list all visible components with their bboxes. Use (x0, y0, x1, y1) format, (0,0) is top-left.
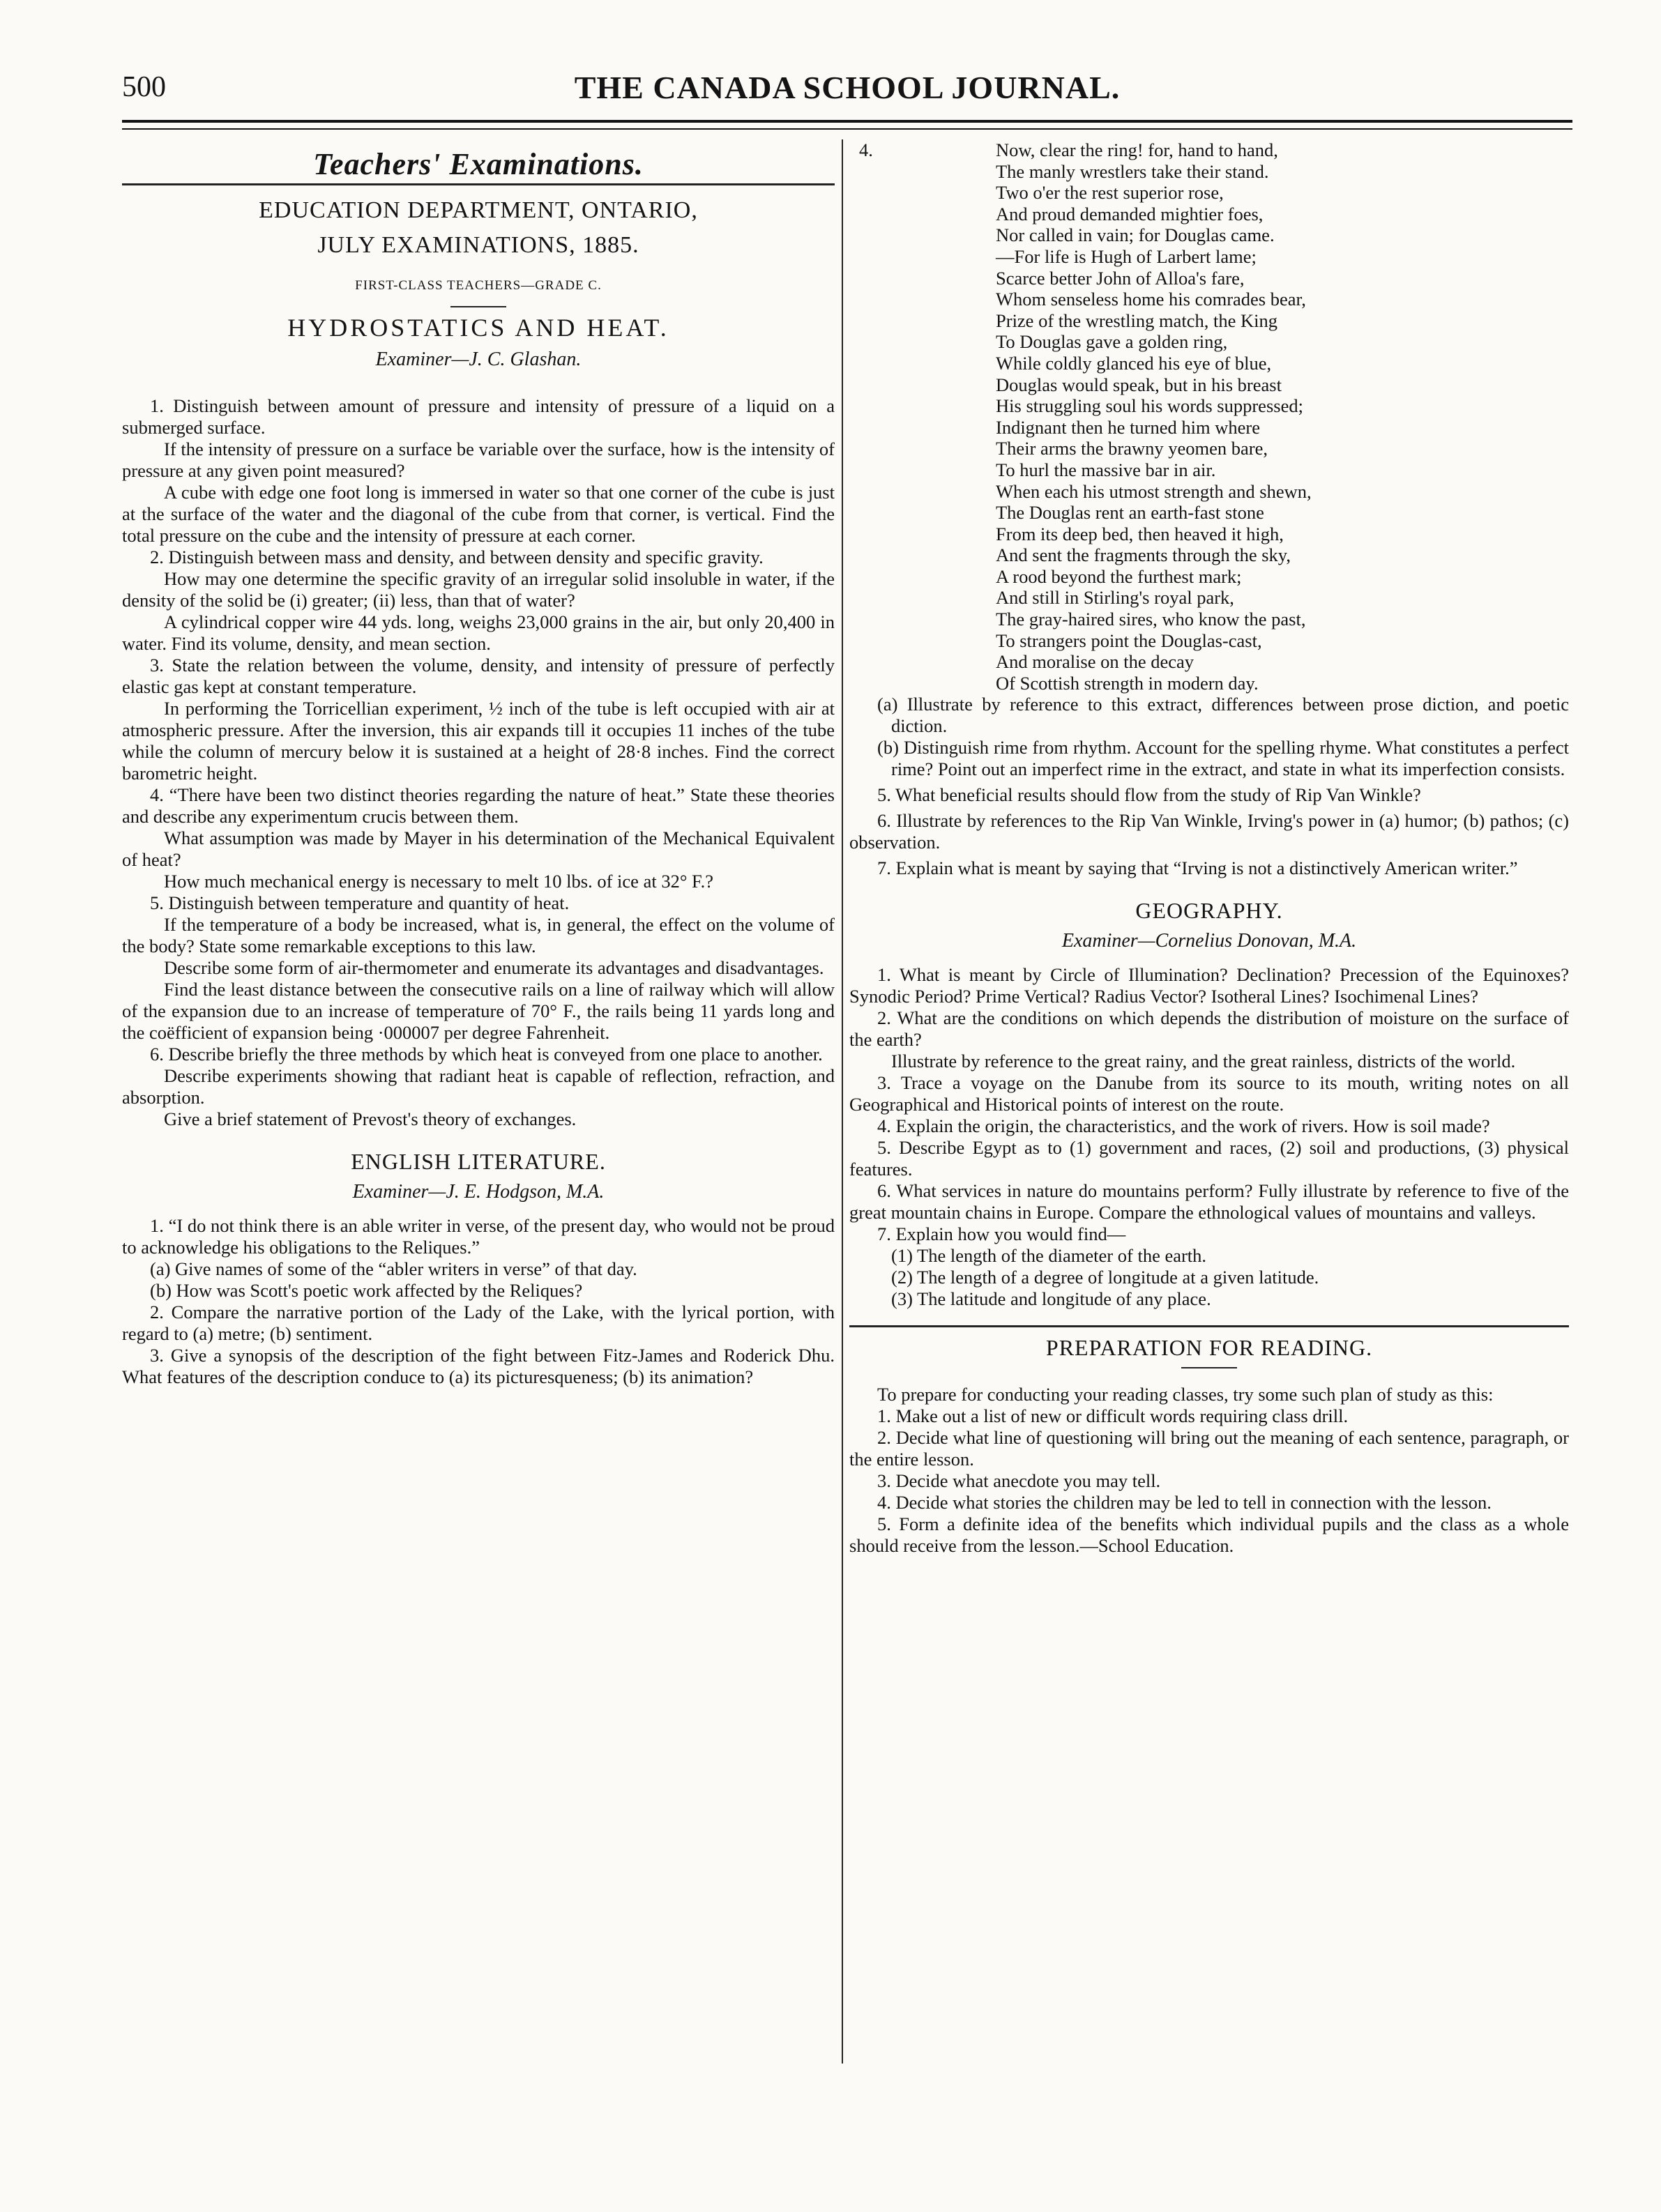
poem-line: Whom senseless home his comrades bear, (996, 289, 1306, 310)
question-paragraph: What assumption was made by Mayer in his determination of the Mechanical Equivalent of heat? (122, 827, 835, 870)
article-paragraph: 1. Make out a list of new or difficult words requiring class drill. (877, 1405, 1349, 1427)
paper-title: HYDROSTATICS AND HEAT. (287, 314, 669, 342)
section-rule (849, 1325, 1569, 1327)
question-paragraph: How much mechanical energy is necessary to melt 10 lbs. of ice at 32° F.? (164, 871, 714, 892)
question-paragraph: A cube with edge one foot long is immersed in water so that one corner of the cube is just at the surface of the water and the diagonal of the cube from that corner, is vertical. Find the total pressure on the cube and the intensity of pressure at each corner. (122, 482, 835, 546)
poem-line: His struggling soul his words suppressed; (996, 395, 1303, 417)
journal-title: THE CANADA SCHOOL JOURNAL. (574, 70, 1121, 105)
left-column (122, 139, 835, 1388)
question-paragraph: Describe experiments showing that radiant heat is capable of reflection, refraction, and absorption. (122, 1065, 835, 1108)
right-column (849, 139, 1569, 1557)
question-paragraph: Describe some form of air-thermometer and enumerate its advantages and disadvantages. (164, 957, 824, 978)
question-paragraph: 4. “There have been two distinct theories regarding the nature of heat.” State these theories and describe any experimentum crucis between them. (122, 784, 835, 827)
question-paragraph: 6. Describe briefly the three methods by which heat is conveyed from one place to another. (150, 1044, 823, 1065)
question-paragraph: 2. What are the conditions on which depends the distribution of moisture on the surface of the earth? (849, 1007, 1569, 1051)
question-paragraph: 7. Explain what is meant by saying that “Irving is not a distinctively American writer.” (877, 857, 1518, 879)
poem-line: While coldly glanced his eye of blue, (996, 352, 1272, 374)
question-paragraph: (a) Give names of some of the “abler writers in verse” of that day. (150, 1258, 637, 1279)
question-paragraph: (2) The length of a degree of longitude at a given latitude. (891, 1267, 1319, 1288)
poem-line: Of Scottish strength in modern day. (996, 672, 1259, 694)
poem-line: Two o'er the rest superior rose, (996, 182, 1224, 204)
poem-line: A rood beyond the furthest mark; (996, 565, 1242, 587)
department-line: EDUCATION DEPARTMENT, ONTARIO, (259, 197, 698, 223)
header-double-rule (122, 120, 1572, 130)
page-header (122, 66, 1572, 115)
question-paragraph: 2. Compare the narrative portion of the Lady of the Lake, with the lyrical portion, with regard to (a) metre; (b) sentiment. (122, 1302, 835, 1344)
question-paragraph: (a) Illustrate by reference to this extract, differences between prose diction, and poetic diction. (877, 694, 1569, 737)
poem-line: The Douglas rent an earth-fast stone (996, 502, 1264, 524)
poem-line: Scarce better John of Alloa's fare, (996, 267, 1245, 289)
question-paragraph: If the intensity of pressure on a surface be variable over the surface, how is the intensity of pressure at any given point measured? (122, 438, 835, 481)
section-heading: Teachers' Examinations. (313, 147, 644, 181)
question-paragraph: A cylindrical copper wire 44 yds. long, weighs 23,000 grains in the air, but only 20,400 in water. Find its volume, density, and mean section. (122, 611, 835, 654)
heading-rule (122, 183, 835, 185)
article-paragraph: To prepare for conducting your reading classes, try some such plan of study as this: (877, 1384, 1494, 1405)
poem-line: Prize of the wrestling match, the King (996, 310, 1278, 331)
question-paragraph: Illustrate by reference to the great rainy, and the great rainless, districts of the world. (891, 1051, 1516, 1072)
question-paragraph: In performing the Torricellian experiment, ½ inch of the tube is left occupied with air at atmospheric pressure. After the inversion, this air expands till it occupies 11 inches of the tube while the column of mercury below it is sustained at a height of 28·8 inches. Find the correct barometric height. (122, 698, 835, 784)
question-paragraph: 3. State the relation between the volume, density, and intensity of pressure of perfectly elastic gas kept at constant temperature. (122, 655, 835, 697)
short-rule (450, 306, 506, 307)
question-paragraph: 1. Distinguish between amount of pressure and intensity of pressure of a liquid on a submerged surface. (122, 395, 835, 438)
question-paragraph: 5. What beneficial results should flow from the study of Rip Van Winkle? (877, 784, 1421, 806)
poem-line: Nor called in vain; for Douglas came. (996, 224, 1275, 246)
poem-line: The manly wrestlers take their stand. (996, 160, 1269, 182)
poem-question-number: 4. (859, 139, 873, 160)
poem-line: And proud demanded mightier foes, (996, 203, 1264, 224)
grade-line: FIRST-CLASS TEACHERS—GRADE C. (355, 278, 602, 293)
poem-block (849, 139, 1569, 694)
article-paragraph: 5. Form a definite idea of the benefits which individual pupils and the class as a whole should receive from the lesson.—School Education. (849, 1513, 1569, 1557)
poem-line: —For life is Hugh of Larbert lame; (996, 245, 1257, 267)
article-paragraph: 2. Decide what line of questioning will bring out the meaning of each sentence, paragraph, or the entire lesson. (849, 1427, 1569, 1470)
question-paragraph: (b) How was Scott's poetic work affected by the Reliques? (150, 1280, 583, 1301)
poem-lines (849, 139, 1569, 694)
short-rule (1181, 1367, 1237, 1368)
question-paragraph: 3. Trace a voyage on the Danube from its source to its mouth, writing notes on all Geographical and Historical points of interest on the route. (849, 1072, 1569, 1115)
geography-title: GEOGRAPHY. (1135, 898, 1283, 924)
poem-line: The gray-haired sires, who know the past, (996, 609, 1306, 630)
question-paragraph: 7. Explain how you would find— (877, 1223, 1126, 1245)
article-paragraph: 4. Decide what stories the children may be led to tell in connection with the lesson. (877, 1492, 1492, 1513)
poem-line: Indignant then he turned him where (996, 416, 1260, 438)
question-paragraph: 1. What is meant by Circle of Illumination? Declination? Precession of the Equinoxes? Synodic Period? Prime Vertical? Radius Vector? Isotheral Lines? Isochimenal Lines? (849, 964, 1569, 1007)
poem-line: To Douglas gave a golden ring, (996, 331, 1228, 353)
question-paragraph: (b) Distinguish rime from rhythm. Account for the spelling rhyme. What constitutes a perfect rime? Point out an imperfect rime in the extract, and state in what its imperfection consists. (877, 737, 1569, 780)
question-paragraph: 6. What services in nature do mountains perform? Fully illustrate by reference to five of the great mountain chains in Europe. Compare the ethnological values of mountains and valleys. (849, 1180, 1569, 1223)
poem-line: And still in Stirling's royal park, (996, 587, 1234, 609)
question-paragraph: 5. Describe Egypt as to (1) government and races, (2) soil and productions, (3) physical features. (849, 1137, 1569, 1180)
question-paragraph: (3) The latitude and longitude of any place. (891, 1288, 1211, 1310)
question-paragraph: (1) The length of the diameter of the earth. (891, 1245, 1207, 1267)
question-paragraph: 2. Distinguish between mass and density, and between density and specific gravity. (150, 547, 764, 567)
literature-examiner: Examiner—J. E. Hodgson, M.A. (352, 1181, 605, 1203)
poem-line: And moralise on the decay (996, 651, 1194, 673)
literature-title: ENGLISH LITERATURE. (351, 1149, 606, 1174)
question-paragraph: 5. Distinguish between temperature and quantity of heat. (150, 892, 570, 913)
geography-examiner: Examiner—Cornelius Donovan, M.A. (1061, 930, 1357, 952)
article-paragraph: 3. Decide what anecdote you may tell. (877, 1470, 1161, 1492)
question-paragraph: Find the least distance between the consecutive rails on a line of railway which will allow of the expansion due to an increase of temperature of 70° F., the rails being 11 yards long and the coëfficient of expansion being ·000007 per degree Fahrenheit. (122, 979, 835, 1043)
column-divider (842, 139, 843, 2064)
poem-line: Their arms the brawny yeomen bare, (996, 438, 1268, 459)
poem-line: And sent the fragments through the sky, (996, 544, 1291, 566)
examinations-line: JULY EXAMINATIONS, 1885. (317, 232, 639, 258)
poem-line: To strangers point the Douglas-cast, (996, 630, 1262, 651)
poem-line: From its deep bed, then heaved it high, (996, 523, 1284, 544)
poem-line: To hurl the massive bar in air. (996, 459, 1216, 480)
question-paragraph: 1. “I do not think there is an able writer in verse, of the present day, who would not be proud to acknowledge his obligations to the Reliques.” (122, 1215, 835, 1258)
page-number: 500 (122, 71, 166, 103)
poem-line: Douglas would speak, but in his breast (996, 374, 1282, 395)
poem-line: Now, clear the ring! for, hand to hand, (996, 139, 1278, 160)
question-paragraph: 6. Illustrate by references to the Rip Van Winkle, Irving's power in (a) humor; (b) pathos; (c) observation. (849, 810, 1569, 853)
question-paragraph: How may one determine the specific gravity of an irregular solid insoluble in water, if the density of the solid be (i) greater; (ii) less, than that of water? (122, 568, 835, 611)
question-paragraph: 3. Give a synopsis of the description of the fight between Fitz-James and Roderick Dhu. What features of the description conduce to (a) its picturesqueness; (b) its animation? (122, 1345, 835, 1387)
question-paragraph: Give a brief statement of Prevost's theory of exchanges. (164, 1108, 577, 1129)
poem-line: When each his utmost strength and shewn, (996, 480, 1312, 502)
question-paragraph: If the temperature of a body be increased, what is, in general, the effect on the volume of the body? State some remarkable exceptions to this law. (122, 914, 835, 956)
question-paragraph: 4. Explain the origin, the characteristics, and the work of rivers. How is soil made? (877, 1115, 1490, 1137)
preparation-title: PREPARATION FOR READING. (1045, 1335, 1373, 1361)
examiner-line: Examiner—J. C. Glashan. (375, 349, 582, 370)
